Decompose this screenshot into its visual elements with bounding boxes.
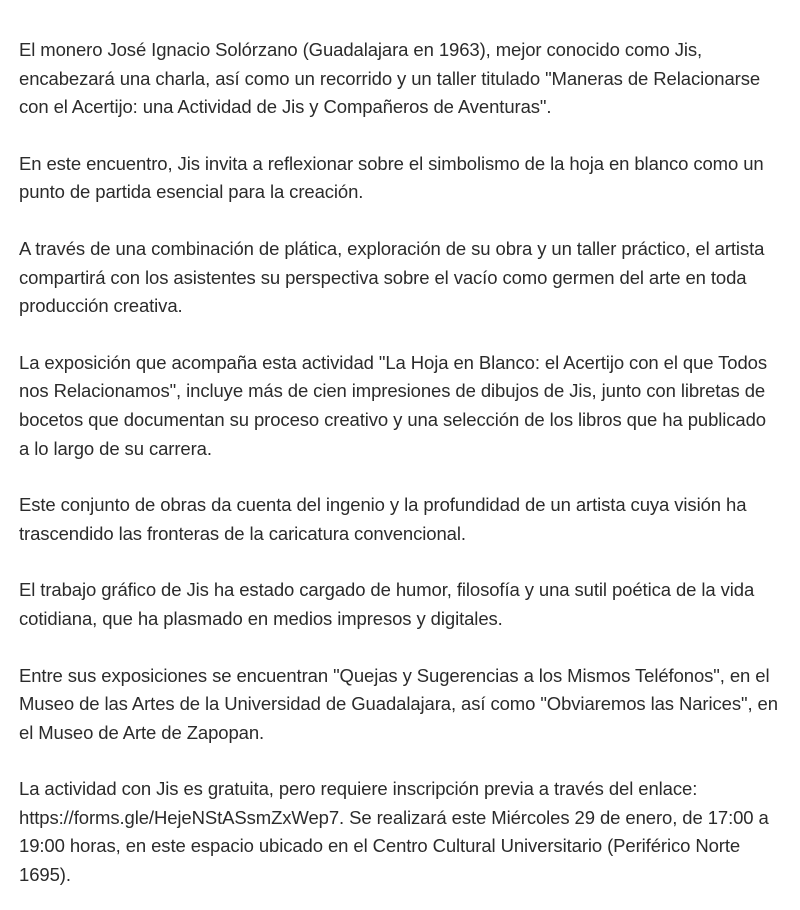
paragraph-past-exhibitions: Entre sus exposiciones se encuentran "Quejas y Sugerencias a los Mismos Teléfonos", en el Museo de las Artes de la Universidad de Guadalajara, así como "Obviaremos las Narices", en el Museo de Arte de Zapopan. — [19, 664, 778, 743]
paragraph-activity-format: A través de una combinación de plática, exploración de su obra y un taller práctico, el artista compartirá con los asistentes su perspectiva sobre el vacío como germen del arte en toda producción creativa. — [19, 237, 765, 317]
paragraph-blank-page: En este encuentro, Jis invita a reflexionar sobre el simbolismo de la hoja en blanco como un punto de partida esencial para la creación. — [19, 152, 764, 203]
paragraph-works: Este conjunto de obras da cuenta del ingenio y la profundidad de un artista cuya visión ha trascendido las fronteras de la caricatura convencional. — [19, 494, 747, 544]
paragraph-registration: La actividad con Jis es gratuita, pero requiere inscripción previa a través del enlace: https://forms.gle/HejeNStASsmZxWep7. Se realizará este Miércoles 29 de enero, de 17:00 a 19:00 horas, en este espacio ubicado en el Centro Cultural Universitario (Periférico Norte 1695). — [19, 778, 769, 886]
paragraph-intro: El monero José Ignacio Solórzano (Guadalajara en 1963), mejor conocido como Jis, encabezará una charla, así como un recorrido y un taller titulado "Maneras de Relacionarse con el Acertijo: una Actividad de Jis y Compañeros de Aventuras". — [19, 39, 761, 118]
paragraph-graphic-work: El trabajo gráfico de Jis ha estado cargado de humor, filosofía y una sutil poética de la vida cotidiana, que ha plasmado en medios impresos y digitales. — [19, 579, 755, 629]
paragraph-exhibition: La exposición que acompaña esta actividad "La Hoja en Blanco: el Acertijo con el que Todos nos Relacionamos", incluye más de cien impresiones de dibujos de Jis, junto con libretas de bocetos que documentan su proceso creativo y una selección de los libros que ha publicado a lo largo de su carrera. — [19, 351, 768, 459]
